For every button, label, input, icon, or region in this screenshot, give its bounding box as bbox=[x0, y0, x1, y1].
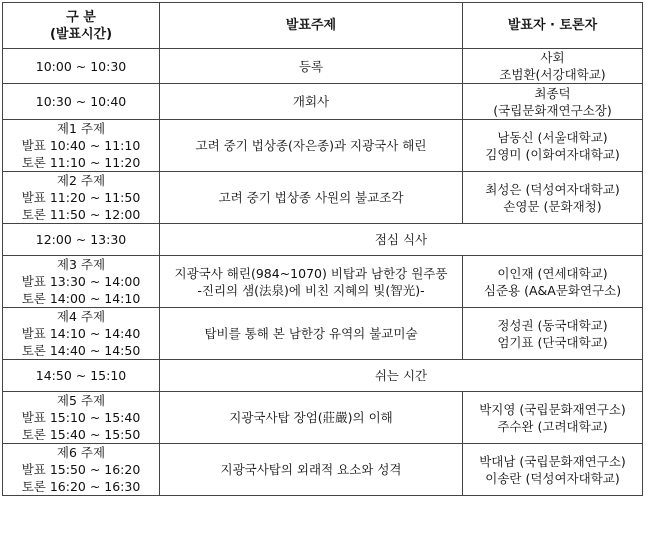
person: 박지영 (국립문화재연구소) bbox=[479, 401, 626, 417]
table-row bbox=[3, 172, 643, 224]
topic-cell bbox=[160, 256, 463, 308]
presentation-time: 발표 14:10 ~ 14:40 bbox=[21, 326, 141, 341]
table-row bbox=[3, 392, 643, 444]
presentation-time: 발표 10:40 ~ 11:10 bbox=[21, 138, 141, 153]
person: 주수완 (고려대학교) bbox=[497, 418, 608, 434]
people-cell bbox=[463, 392, 643, 444]
person: 이인재 (연세대학교) bbox=[497, 265, 608, 281]
presentation-time: 발표 11:20 ~ 11:50 bbox=[21, 190, 141, 205]
discussion-time: 토론 16:20 ~ 16:30 bbox=[21, 479, 141, 494]
table-row bbox=[3, 224, 643, 256]
session-time-cell bbox=[3, 444, 160, 496]
header-category-line1: 구 분 bbox=[66, 9, 96, 25]
table-row bbox=[3, 360, 643, 392]
table-row bbox=[3, 120, 643, 172]
person: 손영문 (문화재청) bbox=[503, 198, 602, 214]
person: 최성은 (덕성여자대학교) bbox=[485, 181, 620, 197]
schedule-table bbox=[2, 2, 643, 496]
header-category-line2: (발표시간) bbox=[49, 26, 113, 42]
session-label: 제5 주제 bbox=[56, 393, 106, 408]
topic-cell: 고려 중기 법상종 사원의 불교조각 bbox=[160, 172, 463, 224]
people-cell bbox=[463, 444, 643, 496]
person: 최종덕 bbox=[534, 85, 571, 101]
topic-cell: 탑비를 통해 본 남한강 유역의 불교미술 bbox=[160, 308, 463, 360]
header-speakers: 발표자 · 토론자 bbox=[463, 3, 643, 49]
time-cell: 10:30 ~ 10:40 bbox=[3, 84, 160, 120]
discussion-time: 토론 14:00 ~ 14:10 bbox=[21, 291, 141, 306]
time-cell: 10:00 ~ 10:30 bbox=[3, 49, 160, 84]
topic-cell: 개회사 bbox=[160, 84, 463, 120]
header-row bbox=[3, 3, 643, 49]
time-cell: 12:00 ~ 13:30 bbox=[3, 224, 160, 256]
people-cell bbox=[463, 256, 643, 308]
topic-subtitle: -진리의 샘(法泉)에 비친 지혜의 빛(智光)- bbox=[197, 282, 425, 298]
person: 엄기표 (단국대학교) bbox=[497, 334, 608, 350]
topic-line: 지광국사 해린(984~1070) 비탑과 남한강 원주풍 bbox=[174, 265, 448, 281]
session-label: 제1 주제 bbox=[56, 121, 106, 136]
discussion-time: 토론 11:10 ~ 11:20 bbox=[21, 155, 141, 170]
presentation-time: 발표 13:30 ~ 14:00 bbox=[21, 274, 141, 289]
table-row bbox=[3, 444, 643, 496]
person: 이송란 (덕성여자대학교) bbox=[485, 470, 620, 486]
person: 박대남 (국립문화재연구소) bbox=[479, 453, 626, 469]
person: 남동신 (서울대학교) bbox=[497, 129, 608, 145]
topic-cell: 등록 bbox=[160, 49, 463, 84]
person: 사회 bbox=[540, 50, 565, 65]
people-cell bbox=[463, 49, 643, 84]
session-label: 제3 주제 bbox=[56, 257, 106, 272]
discussion-time: 토론 14:40 ~ 14:50 bbox=[21, 343, 141, 358]
discussion-time: 토론 15:40 ~ 15:50 bbox=[21, 427, 141, 442]
person: 김영미 (이화여자대학교) bbox=[485, 146, 620, 162]
topic-cell: 고려 중기 법상종(자은종)과 지광국사 해린 bbox=[160, 120, 463, 172]
table-row bbox=[3, 49, 643, 84]
topic-cell: 지광국사탑의 외래적 요소와 성격 bbox=[160, 444, 463, 496]
people-cell bbox=[463, 308, 643, 360]
session-time-cell bbox=[3, 392, 160, 444]
topic-cell: 지광국사탑 장엄(莊嚴)의 이해 bbox=[160, 392, 463, 444]
session-label: 제2 주제 bbox=[56, 173, 106, 188]
session-time-cell bbox=[3, 256, 160, 308]
session-label: 제6 주제 bbox=[56, 445, 106, 460]
header-category bbox=[3, 3, 160, 49]
person: (국립문화재연구소장) bbox=[493, 102, 612, 118]
break-cell: 점심 식사 bbox=[160, 224, 643, 256]
person: 정성권 (동국대학교) bbox=[497, 317, 608, 333]
presentation-time: 발표 15:10 ~ 15:40 bbox=[21, 410, 141, 425]
session-label: 제4 주제 bbox=[56, 309, 106, 324]
table-row bbox=[3, 308, 643, 360]
person: 조범환(서강대학교) bbox=[499, 67, 606, 82]
table-row bbox=[3, 84, 643, 120]
session-time-cell bbox=[3, 308, 160, 360]
time-cell: 14:50 ~ 15:10 bbox=[3, 360, 160, 392]
people-cell bbox=[463, 84, 643, 120]
presentation-time: 발표 15:50 ~ 16:20 bbox=[21, 462, 141, 477]
table-row bbox=[3, 256, 643, 308]
break-cell: 쉬는 시간 bbox=[160, 360, 643, 392]
header-topic: 발표주제 bbox=[160, 3, 463, 49]
session-time-cell bbox=[3, 172, 160, 224]
discussion-time: 토론 11:50 ~ 12:00 bbox=[21, 207, 141, 222]
people-cell bbox=[463, 120, 643, 172]
people-cell bbox=[463, 172, 643, 224]
person: 심준용 (A&A문화연구소) bbox=[483, 282, 622, 298]
session-time-cell bbox=[3, 120, 160, 172]
